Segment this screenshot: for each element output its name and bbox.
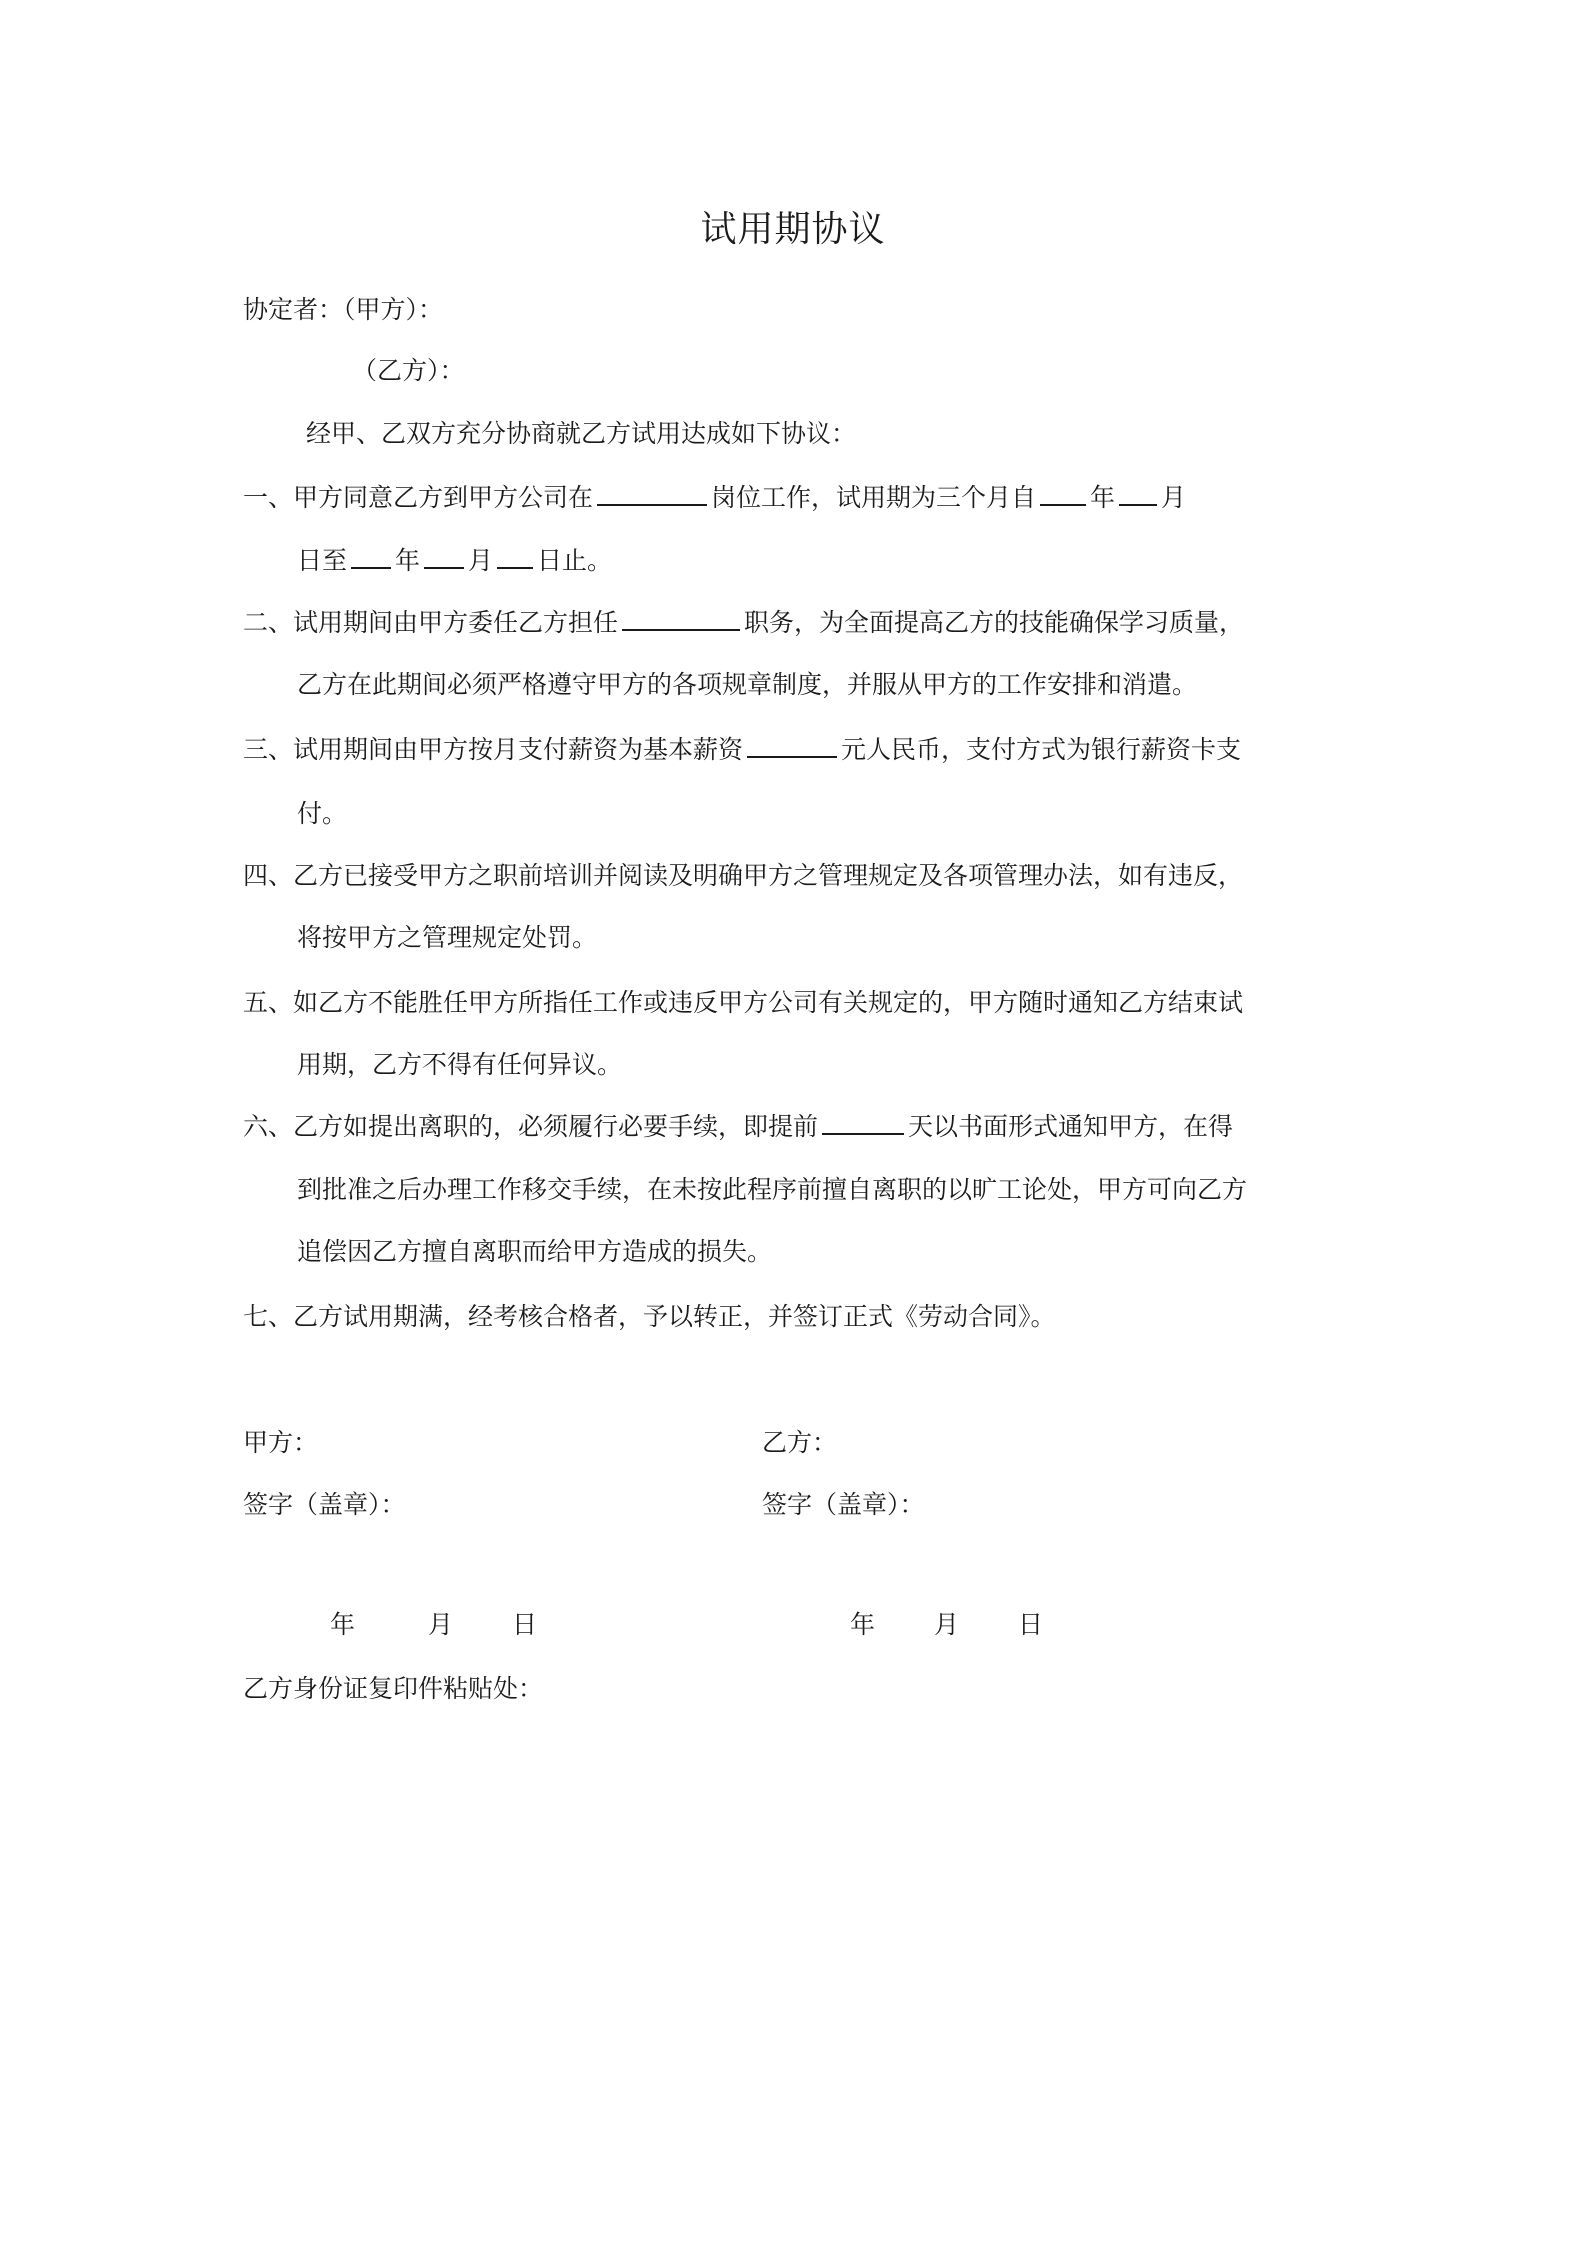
clause-3-line-2: 付。 <box>297 799 348 828</box>
party-a-date-year: 年 <box>330 1610 356 1639</box>
clause-5-line-2: 用期，乙方不得有任何异议。 <box>297 1050 623 1079</box>
clause-1-text-e: 日至 <box>297 546 348 575</box>
clause-5-line-1: 五、如乙方不能胜任甲方所指任工作或违反甲方公司有关规定的，甲方随时通知乙方结束试 <box>243 988 1244 1017</box>
clause-1-text-a: 一、甲方同意乙方到甲方公司在 <box>243 483 594 512</box>
party-a-label: 协定者：（甲方）： <box>243 295 444 324</box>
clause-2-text-b: 职务，为全面提高乙方的技能确保学习质量， <box>744 608 1245 637</box>
clause-2-line-1 <box>243 605 1244 641</box>
clause-3-text-a: 三、试用期间由甲方按月支付薪资为基本薪资 <box>243 735 744 764</box>
party-b-date-month: 月 <box>934 1610 960 1639</box>
notice-days-blank[interactable] <box>822 1111 904 1135</box>
party-a-date-day: 日 <box>512 1610 538 1639</box>
party-a-signature-label: 甲方： <box>243 1428 319 1457</box>
party-b-date-year: 年 <box>850 1610 876 1639</box>
clause-1-line-1 <box>243 480 1186 516</box>
salary-blank[interactable] <box>747 734 837 758</box>
end-day-blank[interactable] <box>497 545 533 569</box>
clause-1-text-d: 月 <box>1161 483 1187 512</box>
party-a-sign-seal: 签字（盖章）： <box>243 1490 406 1519</box>
clause-3-text-b: 元人民币，支付方式为银行薪资卡支 <box>841 735 1242 764</box>
job-title-blank[interactable] <box>622 607 740 631</box>
party-b-date-day: 日 <box>1018 1610 1044 1639</box>
party-b-signature-label: 乙方： <box>762 1428 838 1457</box>
clause-1-text-g: 月 <box>468 546 494 575</box>
clause-1-text-f: 年 <box>395 546 421 575</box>
clause-6-text-b: 天以书面形式通知甲方，在得 <box>908 1112 1234 1141</box>
clause-7-line-1: 七、乙方试用期满，经考核合格者，予以转正，并签订正式《劳动合同》。 <box>243 1302 1056 1331</box>
end-month-blank[interactable] <box>424 545 464 569</box>
id-copy-label: 乙方身份证复印件粘贴处： <box>243 1674 544 1703</box>
start-year-blank[interactable] <box>1040 482 1086 506</box>
party-b-sign-seal: 签字（盖章）： <box>762 1490 925 1519</box>
clause-6-line-1 <box>243 1109 1233 1145</box>
clause-4-line-2: 将按甲方之管理规定处罚。 <box>297 923 598 952</box>
clause-1-text-h: 日止。 <box>537 546 613 575</box>
clause-4-line-1: 四、乙方已接受甲方之职前培训并阅读及明确甲方之管理规定及各项管理办法，如有违反， <box>243 861 1244 890</box>
clause-3-line-1 <box>243 732 1241 768</box>
party-b-label: （乙方）： <box>352 356 465 385</box>
party-a-date-month: 月 <box>428 1610 454 1639</box>
clause-1-line-2 <box>297 543 612 579</box>
clause-6-line-2: 到批准之后办理工作移交手续，在未按此程序前擅自离职的以旷工论处，甲方可向乙方 <box>297 1175 1248 1204</box>
end-year-blank[interactable] <box>351 545 391 569</box>
clause-1-text-b: 岗位工作，试用期为三个月自 <box>711 483 1037 512</box>
clause-6-text-a: 六、乙方如提出离职的，必须履行必要手续，即提前 <box>243 1112 819 1141</box>
position-blank[interactable] <box>597 482 707 506</box>
clause-2-line-2: 乙方在此期间必须严格遵守甲方的各项规章制度，并服从甲方的工作安排和消遣。 <box>297 670 1198 699</box>
intro-text: 经甲、乙双方充分协商就乙方试用达成如下协议： <box>306 419 857 448</box>
clause-1-text-c: 年 <box>1090 483 1116 512</box>
document-title: 试用期协议 <box>700 209 886 250</box>
clause-2-text-a: 二、试用期间由甲方委任乙方担任 <box>243 608 619 637</box>
clause-6-line-3: 追偿因乙方擅自离职而给甲方造成的损失。 <box>297 1237 773 1266</box>
start-month-blank[interactable] <box>1119 482 1157 506</box>
